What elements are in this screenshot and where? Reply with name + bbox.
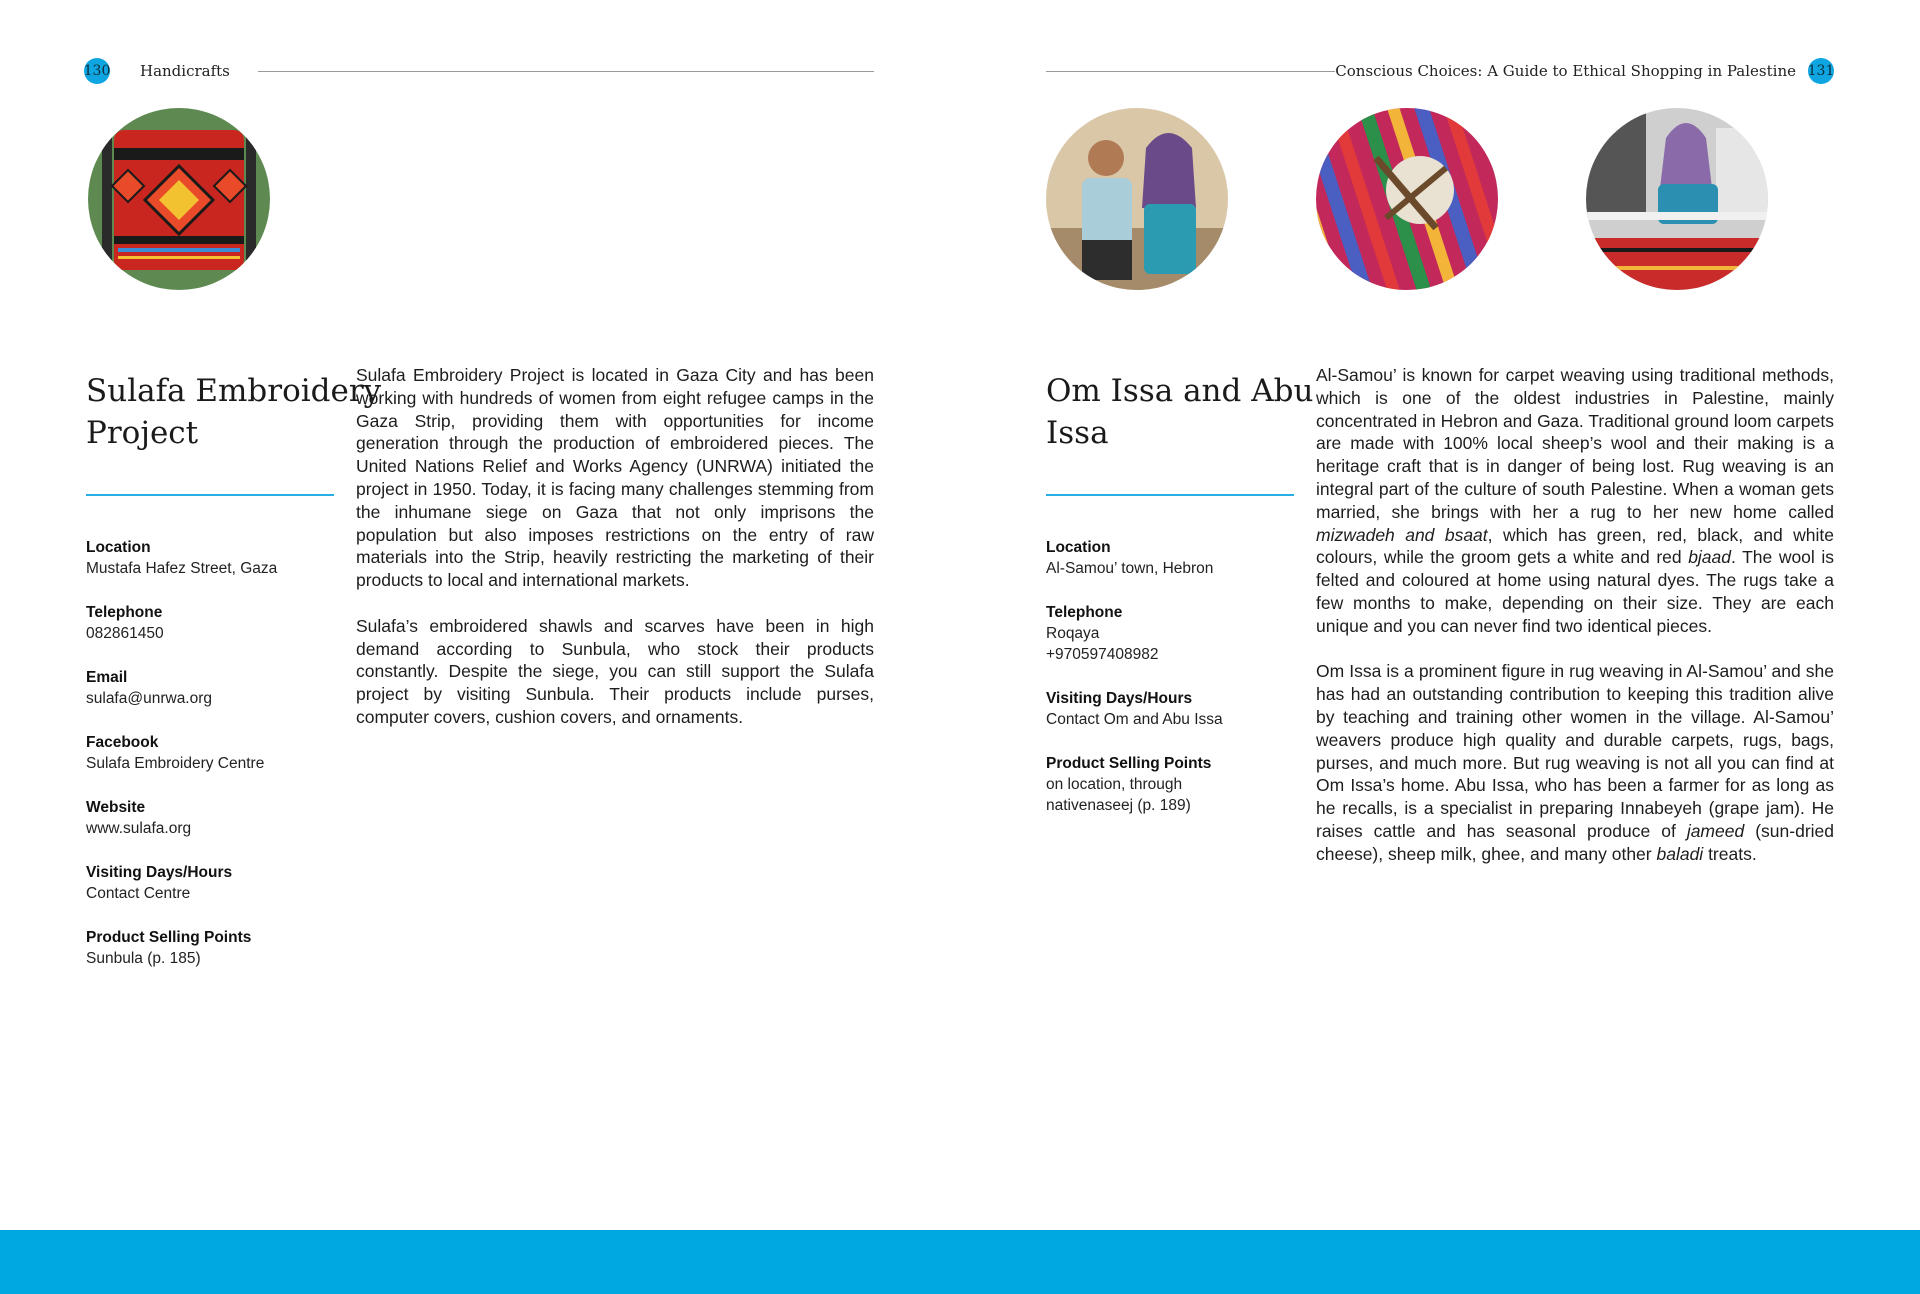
field-label: Product Selling Points — [1046, 755, 1212, 772]
entry-title-om-issa — [1046, 370, 1313, 454]
text-run: treats. — [1703, 843, 1757, 864]
field-value: 082861450 — [86, 625, 164, 642]
field-selling-points — [86, 927, 334, 969]
body-text-om-issa — [1316, 364, 1834, 888]
header-divider — [1046, 71, 1335, 72]
field-value: Roqaya — [1046, 625, 1100, 642]
page-number-left: 130 — [84, 58, 110, 84]
title-rule — [86, 494, 334, 496]
field-label: Visiting Days/Hours — [86, 864, 233, 881]
book-title: Conscious Choices: A Guide to Ethical Shopping in Palestine — [1335, 62, 1796, 80]
body-text-sulafa — [356, 364, 874, 752]
italic-term: jameed — [1686, 820, 1745, 841]
rug-and-wool-photo — [1316, 108, 1498, 290]
title-line: Sulafa Embroidery — [86, 373, 382, 409]
footer-color-bar — [0, 1230, 1920, 1294]
italic-term: baladi — [1656, 843, 1704, 864]
body-paragraph: Sulafa’s embroidered shawls and scarves have been in high demand according to Sunbula, who stock their products constantly. Despite the siege, you can still support the Sulafa project by visiting Sunbula. Their products include purses, computer covers, cushion covers, and ornaments. — [356, 615, 874, 727]
field-value: Contact Om and Abu Issa — [1046, 711, 1223, 728]
website-link[interactable]: www.sulafa.org — [86, 820, 192, 837]
left-header — [84, 56, 874, 86]
field-selling-points — [1046, 753, 1294, 816]
section-title: Handicrafts — [140, 62, 230, 80]
field-telephone — [1046, 602, 1294, 665]
title-line: Issa — [1046, 415, 1109, 451]
field-value: Sunbula (p. 185) — [86, 950, 201, 967]
field-facebook — [86, 732, 334, 774]
field-location — [1046, 537, 1294, 579]
info-list-om-issa — [1046, 537, 1294, 839]
title-line: Om Issa and Abu — [1046, 373, 1314, 409]
woman-weaving-photo — [1586, 108, 1768, 290]
text-run: . The wool is felted and coloured at home using natural dyes. The rugs take a few months to make, depending on their size. They are each unique and you can never find two identical pieces. — [1316, 547, 1834, 636]
field-telephone — [86, 602, 334, 644]
field-label: Facebook — [86, 734, 159, 751]
field-website — [86, 797, 334, 839]
field-visiting-hours — [1046, 688, 1294, 730]
field-value: Al-Samou’ town, Hebron — [1046, 560, 1214, 577]
field-label: Telephone — [86, 604, 163, 621]
info-list-sulafa — [86, 537, 334, 992]
body-paragraph: Sulafa Embroidery Project is located in Gaza City and has been working with hundreds of women from eight refugee camps in the Gaza Strip, providing them with opportunities for income generation through the production of embroidered pieces. The United Nations Relief and Works Agency (UNRWA) initiated the project in 1950. Today, it is facing many challenges stemming from the inhumane siege on Gaza that not only imprisons the population but also imposes restrictions on the entry of raw materials into the Strip, heavily restricting the marketing of their products to local and international markets. — [356, 365, 874, 591]
body-paragraph — [1316, 660, 1834, 865]
field-label: Telephone — [1046, 604, 1123, 621]
field-label: Website — [86, 799, 146, 816]
field-visiting-hours — [86, 862, 334, 904]
text-run: (sun-dried cheese), sheep milk, ghee, and many other — [1316, 820, 1835, 864]
body-paragraph — [1316, 364, 1834, 638]
title-rule — [1046, 494, 1294, 496]
email-link[interactable]: sulafa@unrwa.org — [86, 690, 213, 707]
embroidered-cushion-photo — [88, 108, 270, 290]
italic-term: bjaad — [1688, 547, 1732, 568]
om-and-abu-issa-photo — [1046, 108, 1228, 290]
field-label: Email — [86, 669, 128, 686]
header-divider — [258, 71, 874, 72]
field-value: Contact Centre — [86, 885, 191, 902]
field-value: nativenaseej (p. 189) — [1046, 797, 1191, 814]
field-label: Product Selling Points — [86, 929, 252, 946]
italic-term: mizwadeh and bsaat — [1316, 524, 1488, 545]
right-page — [960, 0, 1920, 1230]
text-run: Al-Samou’ is known for carpet weaving using traditional methods, which is one of the oldest industries in Palestine, mainly concentrated in Hebron and Gaza. Traditional ground loom carpets are made with 100% local sheep’s wool and their making is a heritage craft that is in danger of being lost. Rug weaving is an integral part of the culture of south Palestine. When a woman gets married, she brings with her a rug to her new home called — [1316, 365, 1834, 522]
field-label: Location — [86, 539, 151, 556]
left-page — [0, 0, 960, 1230]
field-value: +970597408982 — [1046, 646, 1159, 663]
text-run: , which has green, red, black, and white colours, while the groom gets a white and red — [1316, 524, 1834, 568]
field-email — [86, 667, 334, 709]
text-run: Om Issa is a prominent figure in rug weaving in Al-Samou’ and she has had an outstanding contribution to keeping this tradition alive by teaching and training other women in the village. Al-Samou’ weavers produce high quality and durable carpets, rugs, bags, purses, and much more. But rug weaving is not all you can find at Om Issa’s home. Abu Issa, who has been a farmer for as long as he recalls, is a specialist in preparing Innabeyeh (grape jam). He raises cattle and has seasonal produce of — [1316, 661, 1834, 841]
title-line: Project — [86, 415, 199, 451]
field-value: Sulafa Embroidery Centre — [86, 755, 265, 772]
field-value: Mustafa Hafez Street, Gaza — [86, 560, 278, 577]
field-value: on location, through — [1046, 776, 1183, 793]
right-header — [1046, 56, 1834, 86]
entry-title-sulafa — [86, 370, 381, 454]
page-number-right: 131 — [1808, 58, 1834, 84]
field-label: Visiting Days/Hours — [1046, 690, 1193, 707]
field-location — [86, 537, 334, 579]
field-label: Location — [1046, 539, 1111, 556]
